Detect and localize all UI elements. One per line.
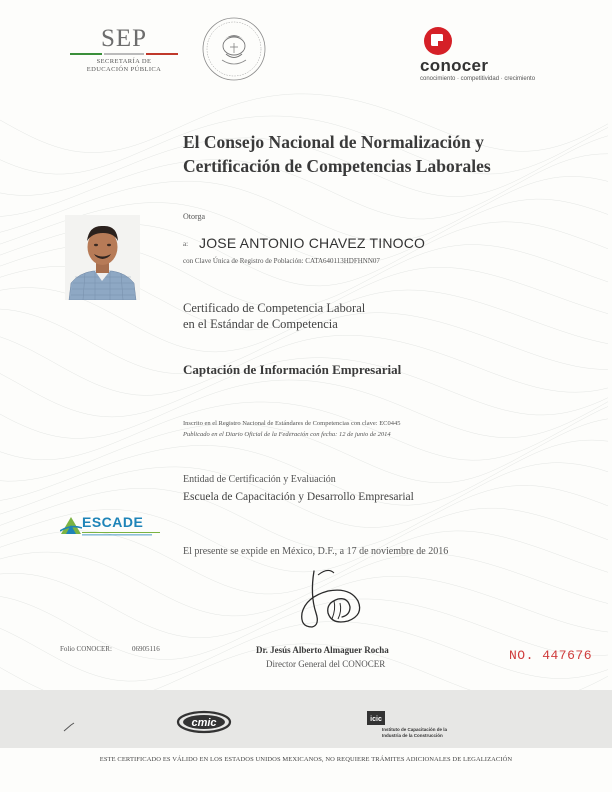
- folio-value: 06905116: [132, 645, 160, 653]
- pen-mark-icon: [63, 722, 75, 732]
- otorga-label: Otorga: [183, 212, 206, 221]
- escade-word: ESCADE: [82, 514, 144, 530]
- registry-info: [183, 418, 401, 440]
- cmic-logo-icon: [176, 710, 232, 734]
- escade-logo-icon: [60, 514, 82, 536]
- conocer-tagline: conocimiento · competitividad · crecimiento: [420, 76, 536, 82]
- entity-label: Entidad de Certificación y Evaluación: [183, 474, 336, 485]
- sep-word: SEP: [100, 25, 148, 52]
- folio-label: Folio CONOCER:: [60, 645, 112, 653]
- entity-name: Escuela de Capacitación y Desarrollo Empresarial: [183, 491, 414, 503]
- svg-text:cmic: cmic: [191, 717, 217, 729]
- certificate-title: [183, 130, 583, 178]
- title-line-1: El Consejo Nacional de Normalización y: [183, 132, 484, 152]
- recipient-name: JOSE ANTONIO CHAVEZ TINOCO: [199, 235, 426, 251]
- mexican-coat-of-arms-seal-icon: [200, 16, 268, 82]
- recipient-curp: con Clave Única de Registro de Población: CATA640113HDFHNN07: [183, 257, 380, 265]
- icic-logo-icon: [367, 711, 385, 725]
- signer-name: Dr. Jesús Alberto Almaguer Rocha: [256, 645, 389, 655]
- title-line-2: Certificación de Competencias Laborales: [183, 156, 491, 176]
- portrait-photo: [65, 215, 140, 300]
- legal-notice: ESTE CERTIFICADO ES VÁLIDO EN LOS ESTADOS UNIDOS MEXICANOS, NO REQUIERE TRÁMITES ADICIONALES DE LEGALIZACIÓN: [99, 756, 513, 763]
- conocer-word: conocer: [420, 56, 489, 75]
- registry-line: Inscrito en el Registro Nacional de Estándares de Competencias con clave: EC0445: [183, 420, 401, 427]
- certificate-type-line-2: en el Estándar de Competencia: [183, 317, 338, 331]
- recipient-prefix: a:: [183, 240, 189, 248]
- certificate-type-line-1: Certificado de Competencia Laboral: [183, 301, 366, 315]
- competency-standard: Captación de Información Empresarial: [183, 362, 402, 377]
- publication-line: Publicado en el Diario Oficial de la Federación con fecha: 12 de junio de 2014: [183, 431, 391, 438]
- escade-tagline-graphic: [82, 531, 162, 537]
- sep-subtitle-line2: EDUCACIÓN PÚBLICA: [86, 66, 162, 74]
- signature-icon: [288, 565, 378, 645]
- icic-name-line-1: Instituto de Capacitación de la: [382, 727, 448, 732]
- footer-band: [0, 690, 612, 748]
- icic-name: [382, 727, 447, 739]
- sep-divider: [70, 53, 178, 55]
- signer-role: Director General del CONOCER: [266, 659, 386, 669]
- escade-logo: [60, 514, 160, 540]
- serial-number: NO. 447676: [509, 648, 593, 663]
- sep-subtitle-line1: SECRETARÍA DE: [96, 58, 152, 65]
- certificate-type: [183, 300, 365, 332]
- icic-name-line-2: Industria de la Construcción: [382, 733, 443, 738]
- issue-statement: El presente se expide en México, D.F., a 17 de noviembre de 2016: [183, 546, 449, 557]
- svg-text:icic: icic: [370, 716, 382, 723]
- conocer-logo-icon: [422, 26, 454, 56]
- sep-logo: [70, 26, 178, 75]
